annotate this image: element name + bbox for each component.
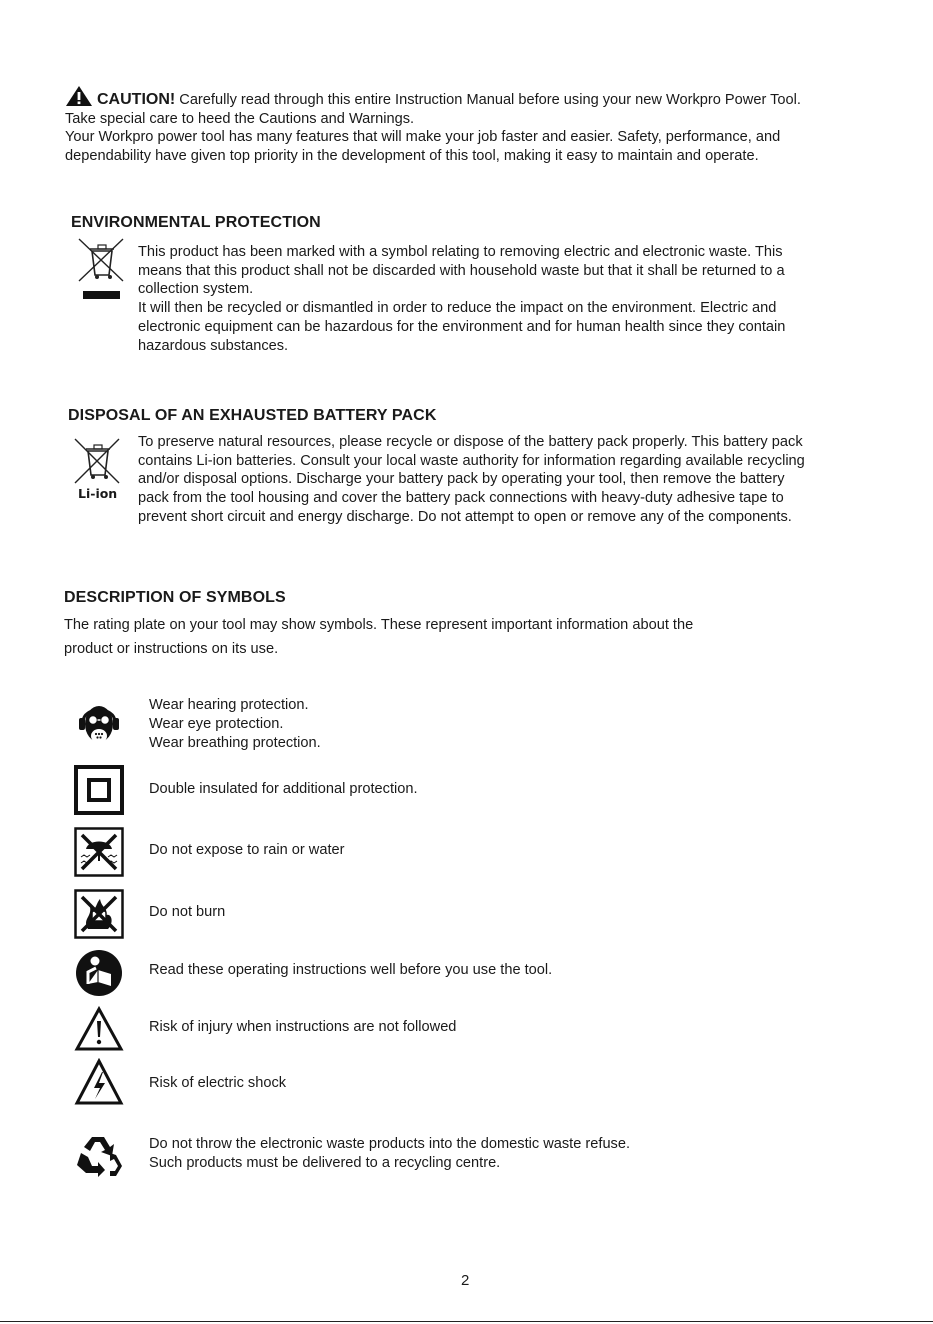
recycle-icon [74,1131,124,1181]
symbols-heading: DESCRIPTION OF SYMBOLS [64,589,286,606]
symbol-ppe-line-2: Wear eye protection. [149,716,284,732]
symbol-ppe-line-3: Wear breathing protection. [149,735,321,751]
symbol-risk-injury-text: Risk of injury when instructions are not followed [149,1019,457,1035]
symbol-no-burn-text: Do not burn [149,904,226,920]
double-insulated-icon [74,765,124,815]
ppe-head-icon [75,698,123,748]
caution-label: CAUTION! [97,91,176,108]
caution-intro [65,82,801,166]
symbol-ppe-text [149,696,321,753]
symbol-electric-shock-text: Risk of electric shock [149,1075,287,1091]
symbol-recycle-text [149,1135,630,1173]
env-line-1: This product has been marked with a symbol relating to removing electric and electronic waste. This [138,244,783,260]
intro-line-3: Your Workpro power tool has many features that will make your job faster and easier. Safety, performance, and [65,129,781,146]
bat-line-5: prevent short circuit and energy discharge. Do not attempt to open or remove any of the components. [138,508,792,525]
bat-line-2: contains Li-ion batteries. Consult your local waste authority for information regarding available recycling [138,452,805,469]
warning-triangle-icon [65,85,93,107]
intro-line-4: dependability have given top priority in the development of this tool, making it easy to maintain and operate. [65,148,759,165]
symbols-intro [64,613,693,661]
symbols-intro-line-2: product or instructions on its use. [64,641,279,657]
bat-line-1: To preserve natural resources, please recycle or dispose of the battery pack properly. This battery pack [138,434,803,450]
intro-line-2: Take special care to heed the Cautions and Warnings. [65,110,415,127]
bottom-rule [0,1321,933,1322]
no-burn-icon [74,889,124,939]
env-line-5: electronic equipment can be hazardous for the environment and for human health since they contain [138,318,786,335]
env-line-2: means that this product shall not be discarded with household waste but that it shall be returned to a [138,262,785,279]
symbol-read-manual-text: Read these operating instructions well before you use the tool. [149,962,553,978]
li-ion-label: Li-ion [78,486,118,501]
battery-heading: DISPOSAL OF AN EXHAUSTED BATTERY PACK [68,407,437,424]
environmental-text [138,243,785,355]
bat-line-4: pack from the tool housing and cover the battery pack connections with heavy-duty adhesive tape to [138,490,784,507]
symbol-recycle-line-2: Such products must be delivered to a recycling centre. [149,1155,501,1171]
env-line-3: collection system. [138,281,254,298]
symbols-intro-line-1: The rating plate on your tool may show symbols. These represent important information about the [64,617,694,633]
page-number: 2 [461,1272,470,1289]
env-line-4: It will then be recycled or dismantled in order to reduce the impact on the environment. Electric and [138,300,777,317]
battery-text [138,433,805,527]
env-line-6: hazardous substances. [138,337,289,354]
crossed-bin-liion-icon [73,437,123,485]
warning-triangle-icon [74,1006,124,1052]
crossed-bin-icon [77,237,127,301]
symbol-recycle-line-1: Do not throw the electronic waste products into the domestic waste refuse. [149,1136,631,1152]
intro-line-1: Carefully read through this entire Instruction Manual before using your new Workpro Power Tool. [179,92,801,108]
symbol-double-insulated-text: Double insulated for additional protection. [149,781,418,797]
electric-shock-icon [74,1058,124,1106]
read-manual-icon [74,948,124,998]
symbol-ppe-line-1: Wear hearing protection. [149,697,309,713]
environmental-heading: ENVIRONMENTAL PROTECTION [71,214,321,231]
no-rain-icon [74,827,124,877]
bat-line-3: and/or disposal options. Discharge your battery pack by operating your tool, then remove the battery [138,471,785,488]
symbol-no-rain-text: Do not expose to rain or water [149,842,345,858]
